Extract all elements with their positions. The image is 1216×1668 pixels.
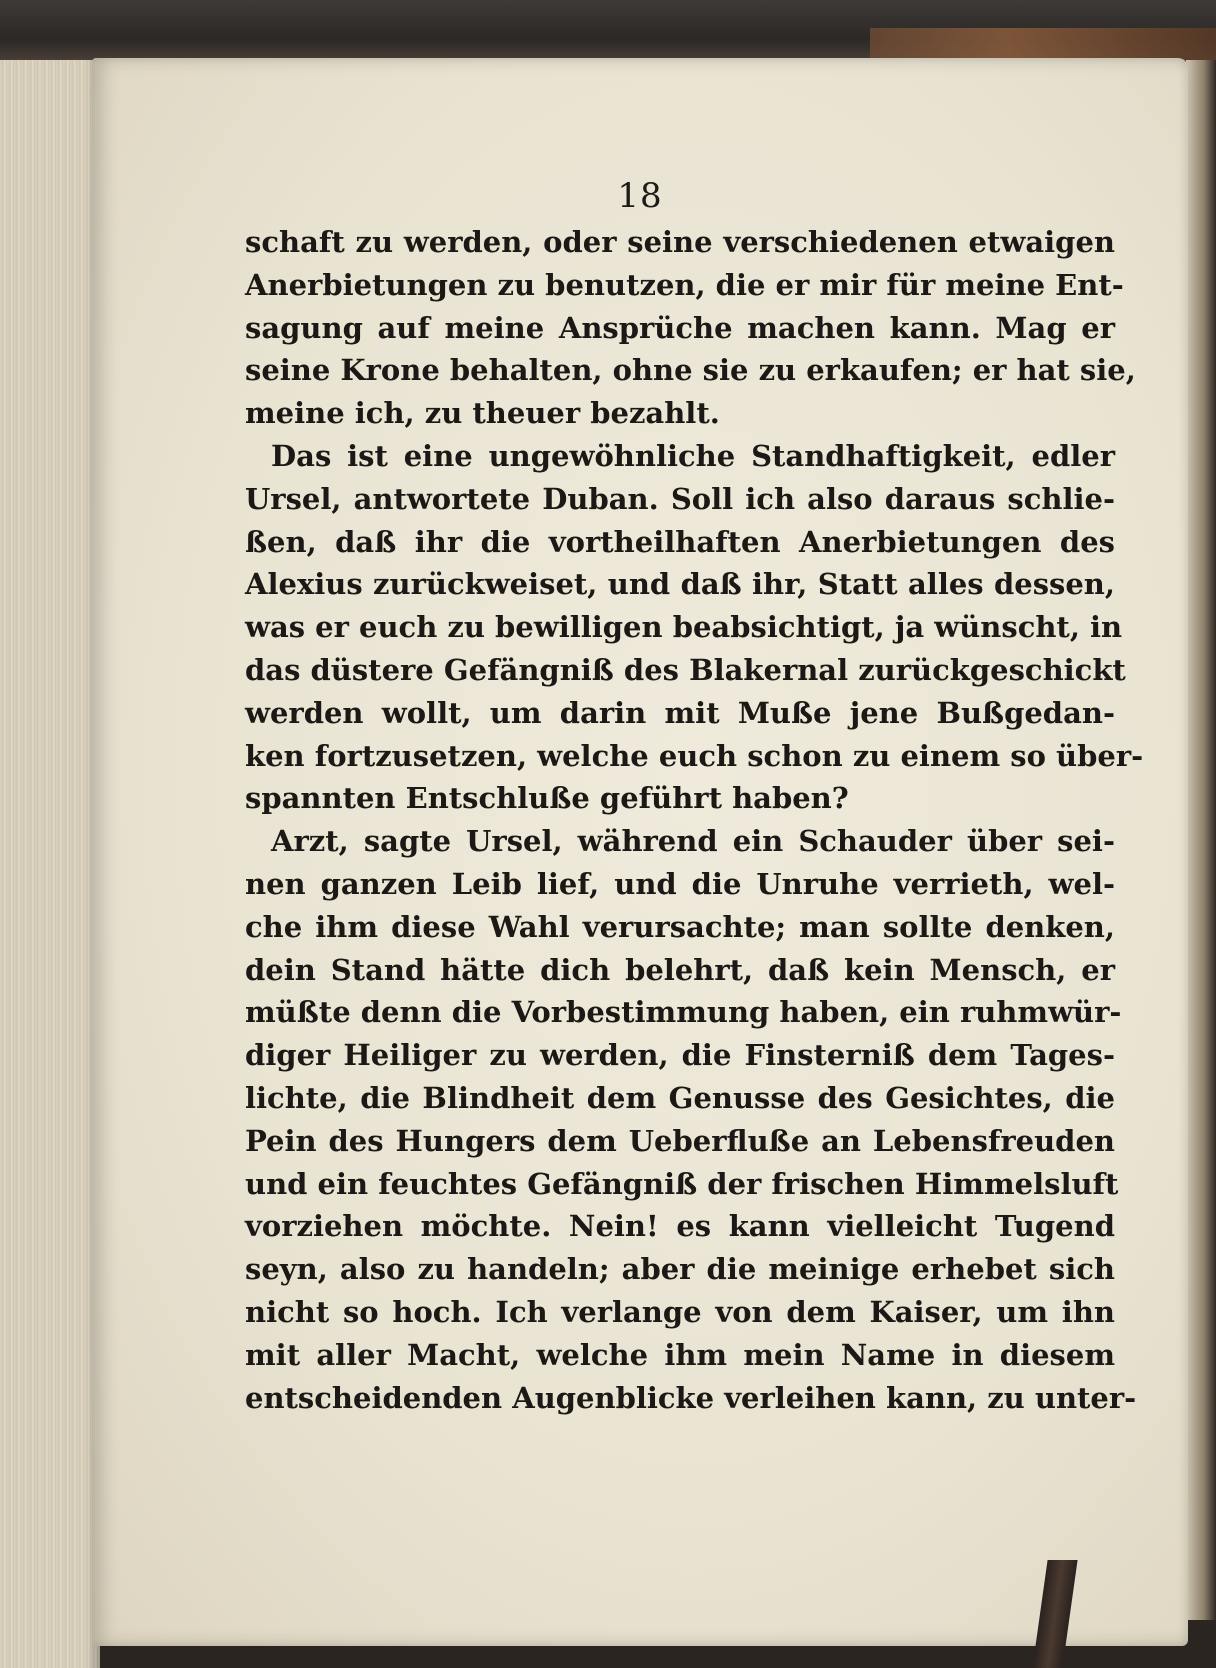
text-line: das düstere Gefängniß des Blakernal zurückgeschickt xyxy=(245,652,1126,687)
text-line: werden wollt, um darin mit Muße jene Bußgedan- xyxy=(245,695,1115,730)
text-line: ßen, daß ihr die vortheilhaften Anerbietungen des xyxy=(245,524,1115,559)
text-line: vorziehen möchte. Nein! es kann vielleicht Tugend xyxy=(245,1209,1115,1244)
body-text xyxy=(245,221,1144,1419)
page-stack-edge xyxy=(0,60,100,1668)
text-line: Anerbietungen zu benutzen, die er mir für meine Ent- xyxy=(245,267,1124,302)
text-line: mit aller Macht, welche ihm mein Name in diesem xyxy=(245,1337,1115,1372)
text-line: müßte denn die Vorbestimmung haben, ein ruhmwür- xyxy=(245,995,1122,1030)
text-line: ken fortzusetzen, welche euch schon zu einem so über- xyxy=(245,738,1144,773)
text-line: nen ganzen Leib lief, und die Unruhe verrieth, wel- xyxy=(245,866,1115,901)
text-line: nicht so hoch. Ich verlange von dem Kaiser, um ihn xyxy=(245,1294,1115,1329)
text-line: Ursel, antwortete Duban. Soll ich also daraus schlie- xyxy=(245,481,1115,516)
text-line: lichte, die Blindheit dem Genusse des Gesichtes, die xyxy=(245,1080,1115,1115)
text-line: seyn, also zu handeln; aber die meinige erhebet sich xyxy=(245,1252,1115,1287)
text-line: Arzt, sagte Ursel, während ein Schauder über sei- xyxy=(271,824,1115,859)
text-line: was er euch zu bewilligen beabsichtigt, ja wünscht, in xyxy=(245,610,1123,645)
text-line: Pein des Hungers dem Ueberfluße an Lebensfreuden xyxy=(245,1123,1115,1158)
text-line: entscheidenden Augenblicke verleihen kann, zu unter- xyxy=(245,1380,1137,1415)
text-line: schaft zu werden, oder seine verschiedenen etwaigen xyxy=(245,225,1115,259)
text-line: und ein feuchtes Gefängniß der frischen Himmelsluft xyxy=(245,1166,1119,1201)
text-line: Alexius zurückweiset, und daß ihr, Statt alles dessen, xyxy=(245,567,1115,602)
text-line: spannten Entschluße geführt haben? xyxy=(245,781,849,816)
text-line: sagung auf meine Ansprüche machen kann. Mag er xyxy=(245,310,1115,345)
text-line: seine Krone behalten, ohne sie zu erkaufen; er hat sie, xyxy=(245,353,1136,388)
right-page-edge xyxy=(1186,60,1216,1620)
text-line: diger Heiliger zu werden, die Finsterniß dem Tages- xyxy=(245,1038,1115,1073)
page-number: 18 xyxy=(617,176,663,216)
text-line: dein Stand hätte dich belehrt, daß kein Mensch, er xyxy=(245,952,1115,987)
text-line: meine ich, zu theuer bezahlt. xyxy=(245,396,720,431)
text-line: Das ist eine ungewöhnliche Standhaftigkeit, edler xyxy=(271,438,1115,473)
text-line: che ihm diese Wahl verursachte; man sollte denken, xyxy=(245,909,1115,944)
